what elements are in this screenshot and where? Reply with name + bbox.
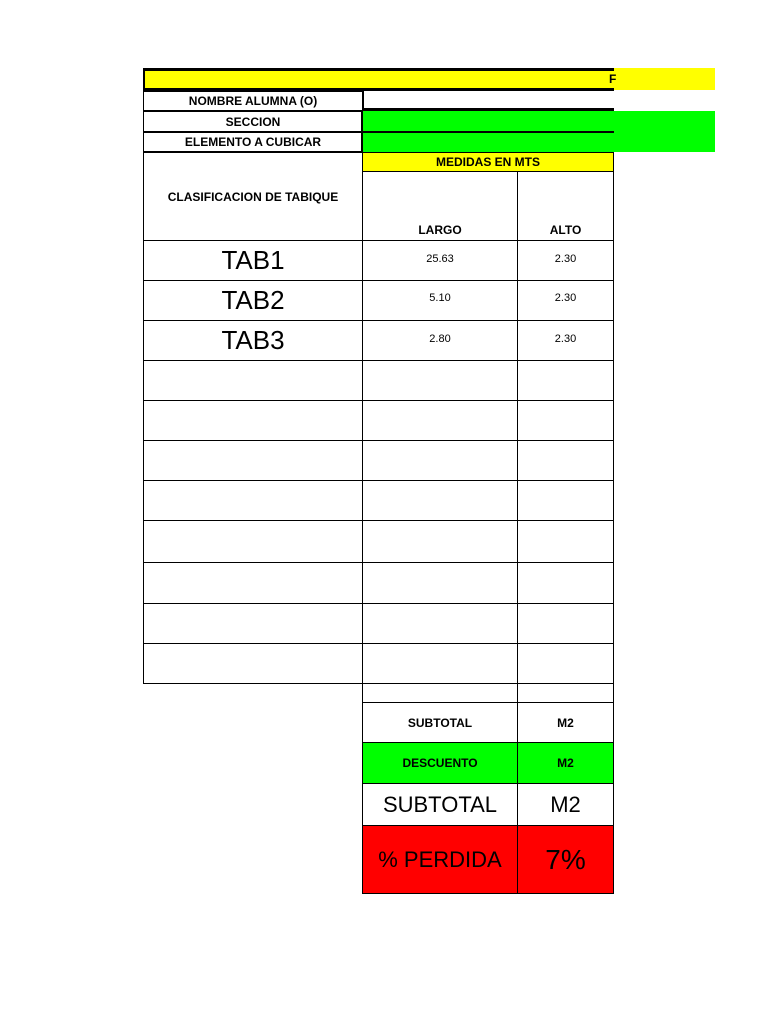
title-fragment: F: [609, 72, 617, 86]
loss-label: % PERDIDA: [362, 825, 518, 894]
empty-row-name[interactable]: [143, 360, 363, 401]
empty-row-alto[interactable]: [517, 520, 614, 563]
row-2-name: TAB2: [143, 280, 363, 321]
row-2-largo[interactable]: 5.10: [362, 280, 518, 321]
empty-row-largo[interactable]: [362, 480, 518, 521]
element-value[interactable]: [362, 132, 715, 152]
col-alto-header: [517, 171, 614, 241]
title-border-left: [143, 68, 145, 90]
empty-row-name[interactable]: [143, 480, 363, 521]
subtotal-label: SUBTOTAL: [362, 702, 518, 743]
subtotal-unit: M2: [517, 702, 614, 743]
title-bar: [143, 68, 715, 90]
row-2-alto[interactable]: 2.30: [517, 280, 614, 321]
row-1-name: TAB1: [143, 240, 363, 281]
loss-value[interactable]: 7%: [517, 825, 614, 894]
empty-row-alto[interactable]: [517, 480, 614, 521]
empty-row-alto[interactable]: [517, 603, 614, 644]
col-alto-label: ALTO: [549, 223, 582, 237]
col-largo-header: [362, 171, 518, 241]
empty-row-name[interactable]: [143, 643, 363, 684]
empty-row-alto[interactable]: [517, 360, 614, 401]
row-3-name: TAB3: [143, 320, 363, 361]
empty-row-name[interactable]: [143, 400, 363, 441]
empty-row-largo[interactable]: [362, 643, 518, 684]
subtotal2-label: SUBTOTAL: [362, 783, 518, 826]
name-label: NOMBRE ALUMNA (O): [143, 91, 363, 111]
row-3-alto[interactable]: 2.30: [517, 320, 614, 361]
section-label: SECCION: [143, 111, 363, 132]
empty-row-largo[interactable]: [362, 562, 518, 604]
row-1-alto[interactable]: 2.30: [517, 240, 614, 281]
empty-row-largo[interactable]: [362, 520, 518, 563]
section-value[interactable]: [362, 111, 715, 132]
empty-row-alto[interactable]: [517, 440, 614, 481]
discount-label: DESCUENTO: [362, 742, 518, 784]
row-3-largo[interactable]: 2.80: [362, 320, 518, 361]
empty-row-largo[interactable]: [362, 440, 518, 481]
title-border-top: [143, 68, 614, 71]
empty-row-largo[interactable]: [362, 603, 518, 644]
empty-row-name[interactable]: [143, 440, 363, 481]
classification-header: CLASIFICACION DE TABIQUE: [143, 152, 363, 241]
spacer-alto: [517, 683, 614, 703]
green-border-mid: [362, 131, 614, 133]
empty-row-largo[interactable]: [362, 400, 518, 441]
measures-header: MEDIDAS EN MTS: [362, 152, 614, 172]
subtotal2-unit: M2: [517, 783, 614, 826]
empty-row-alto[interactable]: [517, 643, 614, 684]
empty-row-name[interactable]: [143, 603, 363, 644]
row-1-largo[interactable]: 25.63: [362, 240, 518, 281]
col-largo-label: LARGO: [418, 223, 462, 237]
empty-row-alto[interactable]: [517, 400, 614, 441]
empty-row-alto[interactable]: [517, 562, 614, 604]
empty-row-largo[interactable]: [362, 360, 518, 401]
name-value[interactable]: [362, 91, 614, 111]
spacer-largo: [362, 683, 518, 703]
discount-unit: M2: [517, 742, 614, 784]
element-label: ELEMENTO A CUBICAR: [143, 132, 363, 152]
empty-row-name[interactable]: [143, 562, 363, 604]
empty-row-name[interactable]: [143, 520, 363, 563]
